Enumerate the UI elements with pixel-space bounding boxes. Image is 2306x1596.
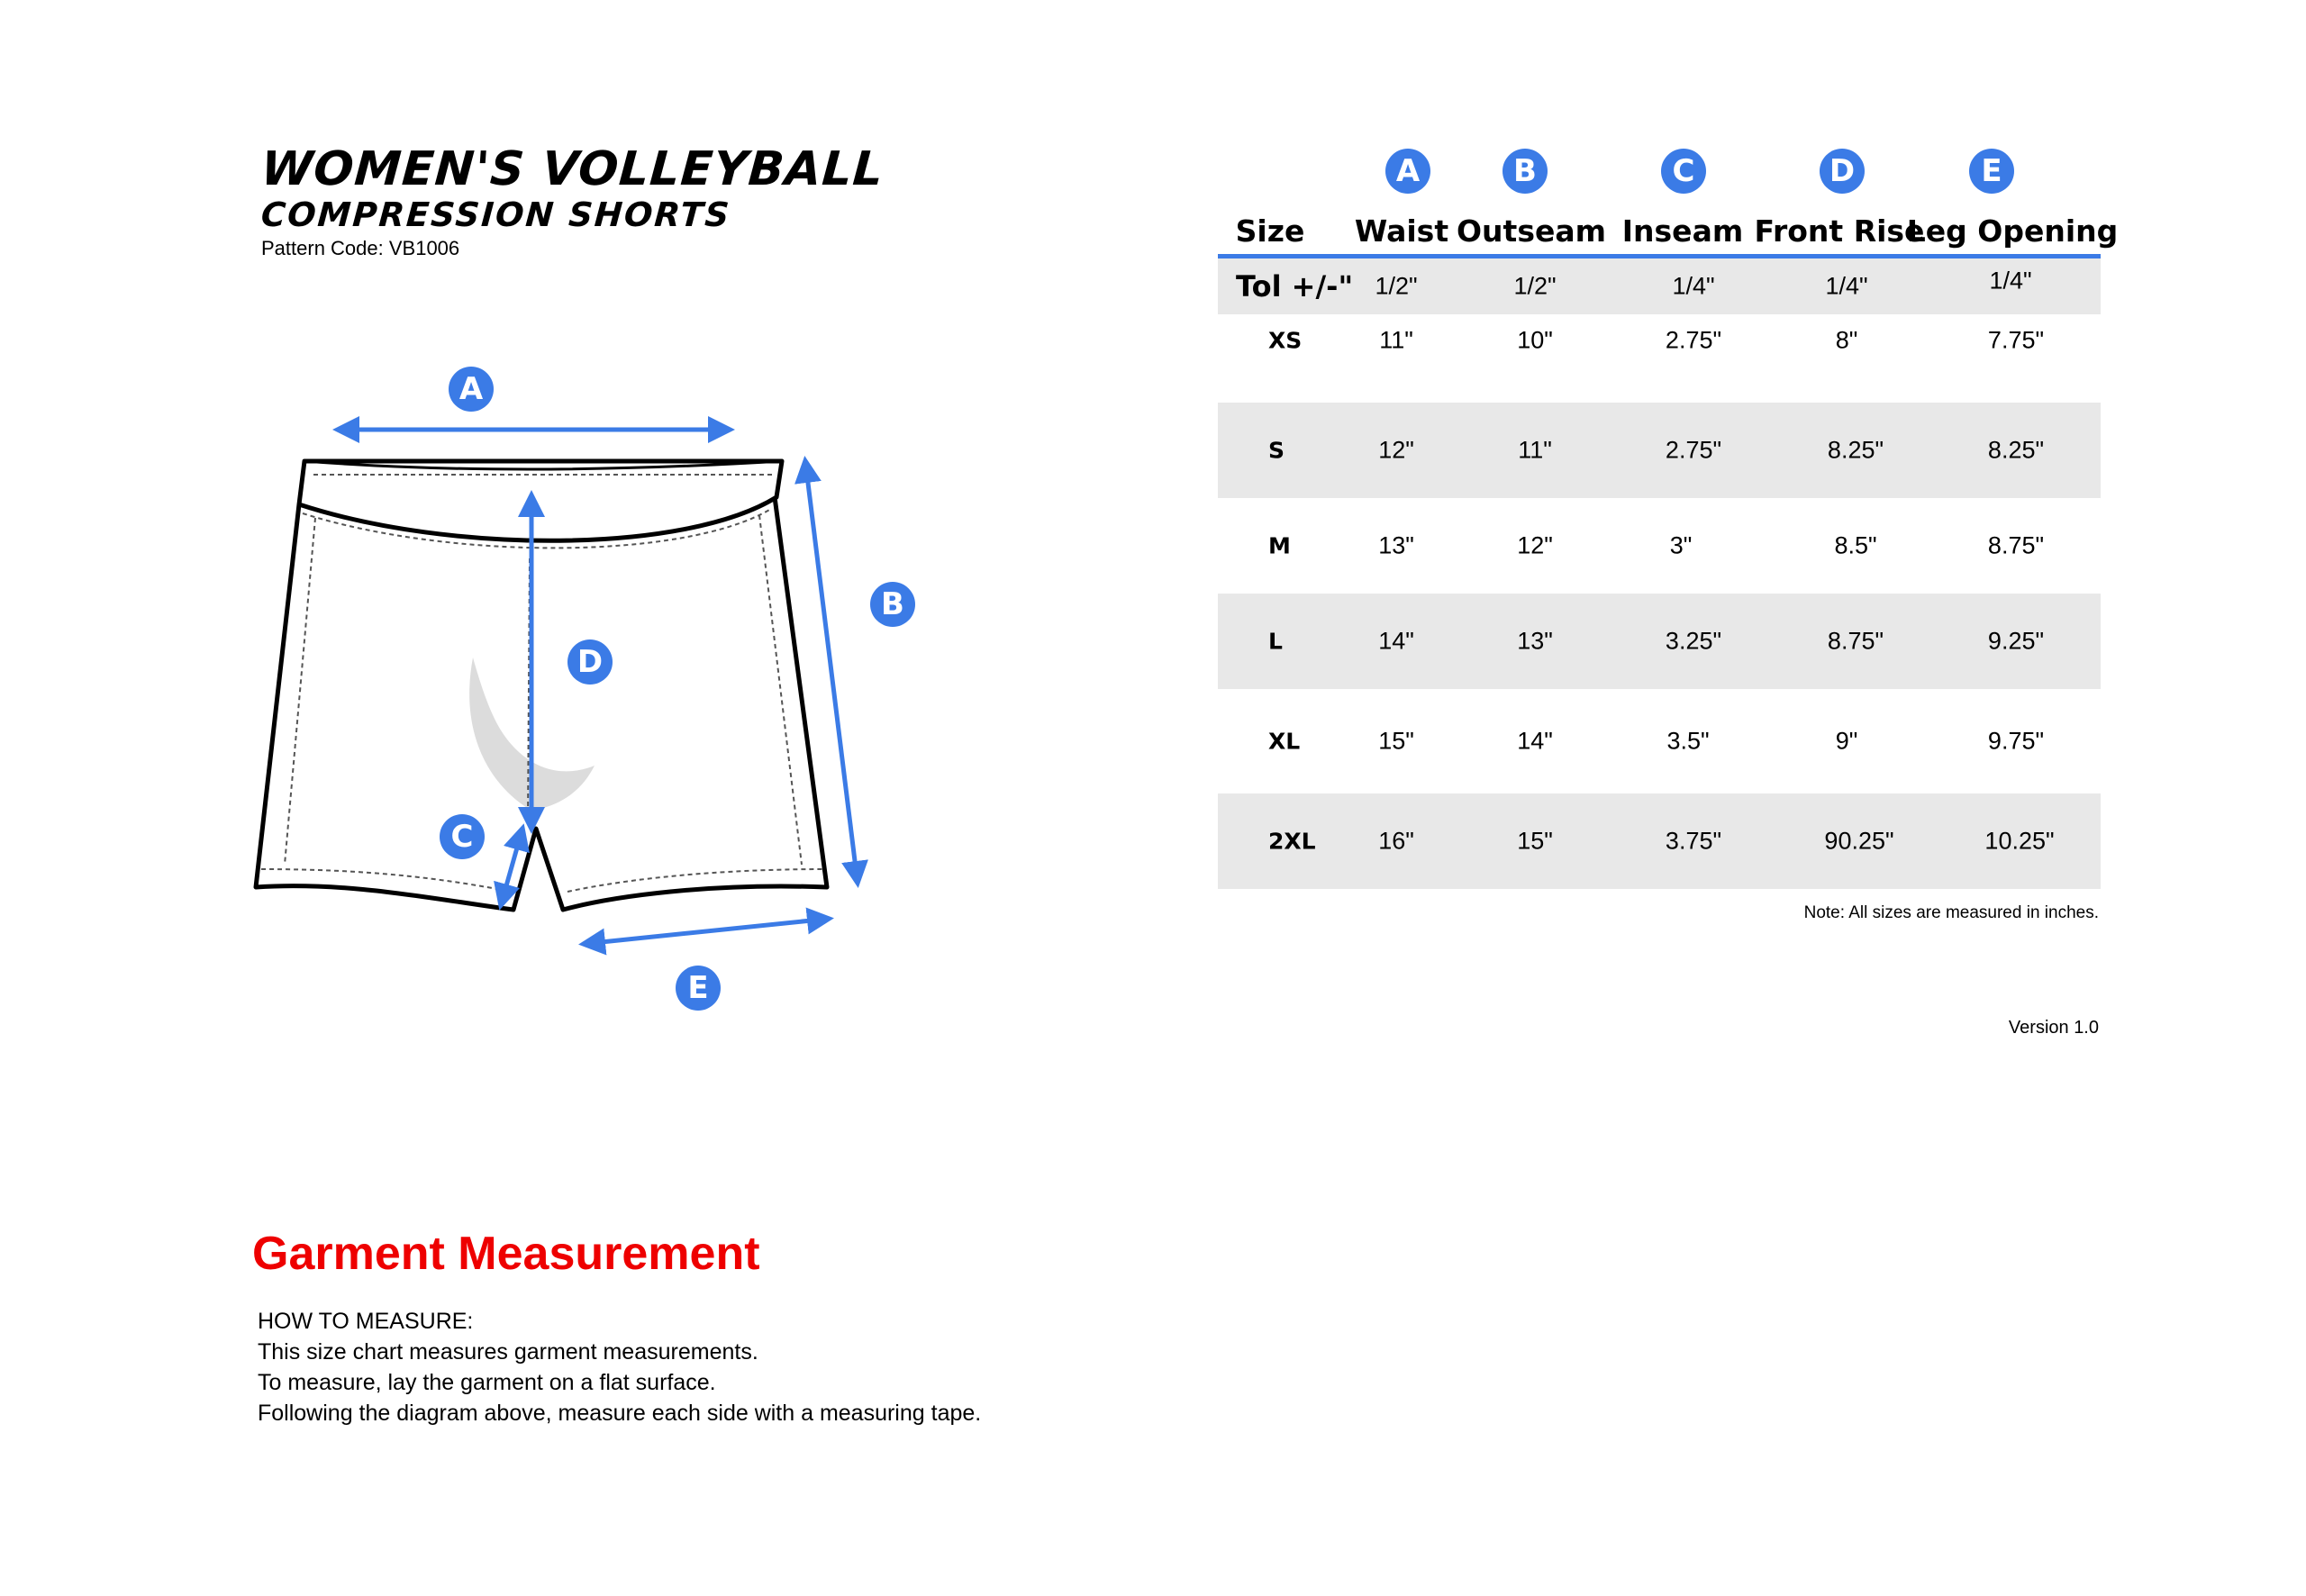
header-size: Size <box>1235 213 1305 249</box>
table-cell: 1/4" <box>1989 267 2032 295</box>
instruction-line: To measure, lay the garment on a flat surface. <box>258 1370 716 1395</box>
header-row <box>1218 198 2119 258</box>
col-e-icon: E <box>1969 149 2014 194</box>
garment-measurement-title: Garment Measurement <box>252 1228 760 1280</box>
size-label: S <box>1268 437 1285 464</box>
label-b-icon: B <box>870 582 915 627</box>
header-leg-opening: Leg Opening <box>1906 213 2119 249</box>
table-cell: 16" <box>1378 827 1414 855</box>
how-to-measure <box>258 1306 981 1428</box>
table-cell: 9" <box>1835 727 1858 755</box>
measurement-note: Note: All sizes are measured in inches. <box>1803 903 2099 922</box>
table-cell: 8.75" <box>1827 627 1884 655</box>
stitch-lines <box>261 475 824 892</box>
table-cell: 13" <box>1517 627 1553 655</box>
table-cell: 8.75" <box>1987 531 2045 559</box>
size-chart-table <box>1218 144 2119 889</box>
product-title: WOMEN'S VOLLEYBALL <box>259 142 886 196</box>
shorts-outline <box>256 461 827 910</box>
table-cell: 3.25" <box>1665 627 1722 655</box>
size-label: XL <box>1268 728 1301 755</box>
table-row <box>1218 594 2101 689</box>
shorts-diagram <box>243 342 982 1045</box>
size-label: XS <box>1268 327 1303 354</box>
instruction-line: This size chart measures garment measurements. <box>258 1339 758 1365</box>
table-cell: 15" <box>1378 727 1414 755</box>
table-cell: 3.5" <box>1666 727 1710 755</box>
table-cell: 8.25" <box>1827 436 1884 464</box>
instruction-line: Following the diagram above, measure each side with a measuring tape. <box>258 1401 982 1426</box>
table-row <box>1218 498 2101 594</box>
table-cell: 9.75" <box>1987 727 2045 755</box>
table-cell: 10" <box>1517 326 1553 354</box>
table-cell: 14" <box>1517 727 1553 755</box>
header-waist: Waist <box>1354 213 1449 249</box>
table-cell: 90.25" <box>1824 827 1894 855</box>
table-cell: 11" <box>1379 326 1413 354</box>
table-cell: 11" <box>1518 436 1552 464</box>
table-cell: 8" <box>1835 326 1858 354</box>
header-inseam: Inseam <box>1621 213 1744 249</box>
header-outseam: Outseam <box>1457 213 1606 249</box>
product-subtitle: COMPRESSION SHORTS <box>259 195 732 234</box>
label-c-icon: C <box>440 814 485 859</box>
table-cell: 7.75" <box>1987 326 2045 354</box>
table-cell: 1/4" <box>1672 272 1715 300</box>
table-row <box>1218 793 2101 889</box>
tolerance-row <box>1218 258 2101 314</box>
table-cell: 8.5" <box>1834 531 1877 559</box>
table-cell: 1/2" <box>1375 272 1418 300</box>
table-cell: 12" <box>1378 436 1414 464</box>
table-cell: 3.75" <box>1665 827 1722 855</box>
table-row <box>1218 689 2101 793</box>
size-label: M <box>1268 532 1291 559</box>
label-e-icon: E <box>676 966 721 1011</box>
instruction-line: HOW TO MEASURE: <box>258 1309 474 1334</box>
col-d-icon: D <box>1820 149 1865 194</box>
table-cell: 3" <box>1669 531 1693 559</box>
label-a-icon: A <box>449 367 494 412</box>
table-cell: 1/2" <box>1513 272 1557 300</box>
table-cell: 9.25" <box>1987 627 2045 655</box>
table-cell: 10.25" <box>1984 827 2055 855</box>
table-cell: 13" <box>1378 531 1414 559</box>
header-front-rise: Front Rise <box>1754 213 1925 249</box>
table-cell: 2.75" <box>1665 436 1722 464</box>
col-b-icon: B <box>1503 149 1548 194</box>
col-a-icon: A <box>1385 149 1430 194</box>
size-label: 2XL <box>1268 828 1316 855</box>
title-block <box>261 142 884 261</box>
version-label: Version 1.0 <box>2008 1018 2099 1038</box>
header-letters <box>1218 144 2101 198</box>
table-cell: 1/4" <box>1825 272 1868 300</box>
table-cell: 12" <box>1517 531 1553 559</box>
size-label: L <box>1268 628 1283 655</box>
label-d-icon: D <box>567 639 613 685</box>
tolerance-label: Tol +/-" <box>1236 269 1354 304</box>
table-row <box>1218 403 2101 498</box>
col-c-icon: C <box>1661 149 1706 194</box>
table-cell: 15" <box>1517 827 1553 855</box>
table-cell: 8.25" <box>1987 436 2045 464</box>
table-row <box>1218 314 2101 403</box>
table-cell: 2.75" <box>1665 326 1722 354</box>
table-cell: 14" <box>1378 627 1414 655</box>
pattern-code: Pattern Code: VB1006 <box>261 237 460 259</box>
